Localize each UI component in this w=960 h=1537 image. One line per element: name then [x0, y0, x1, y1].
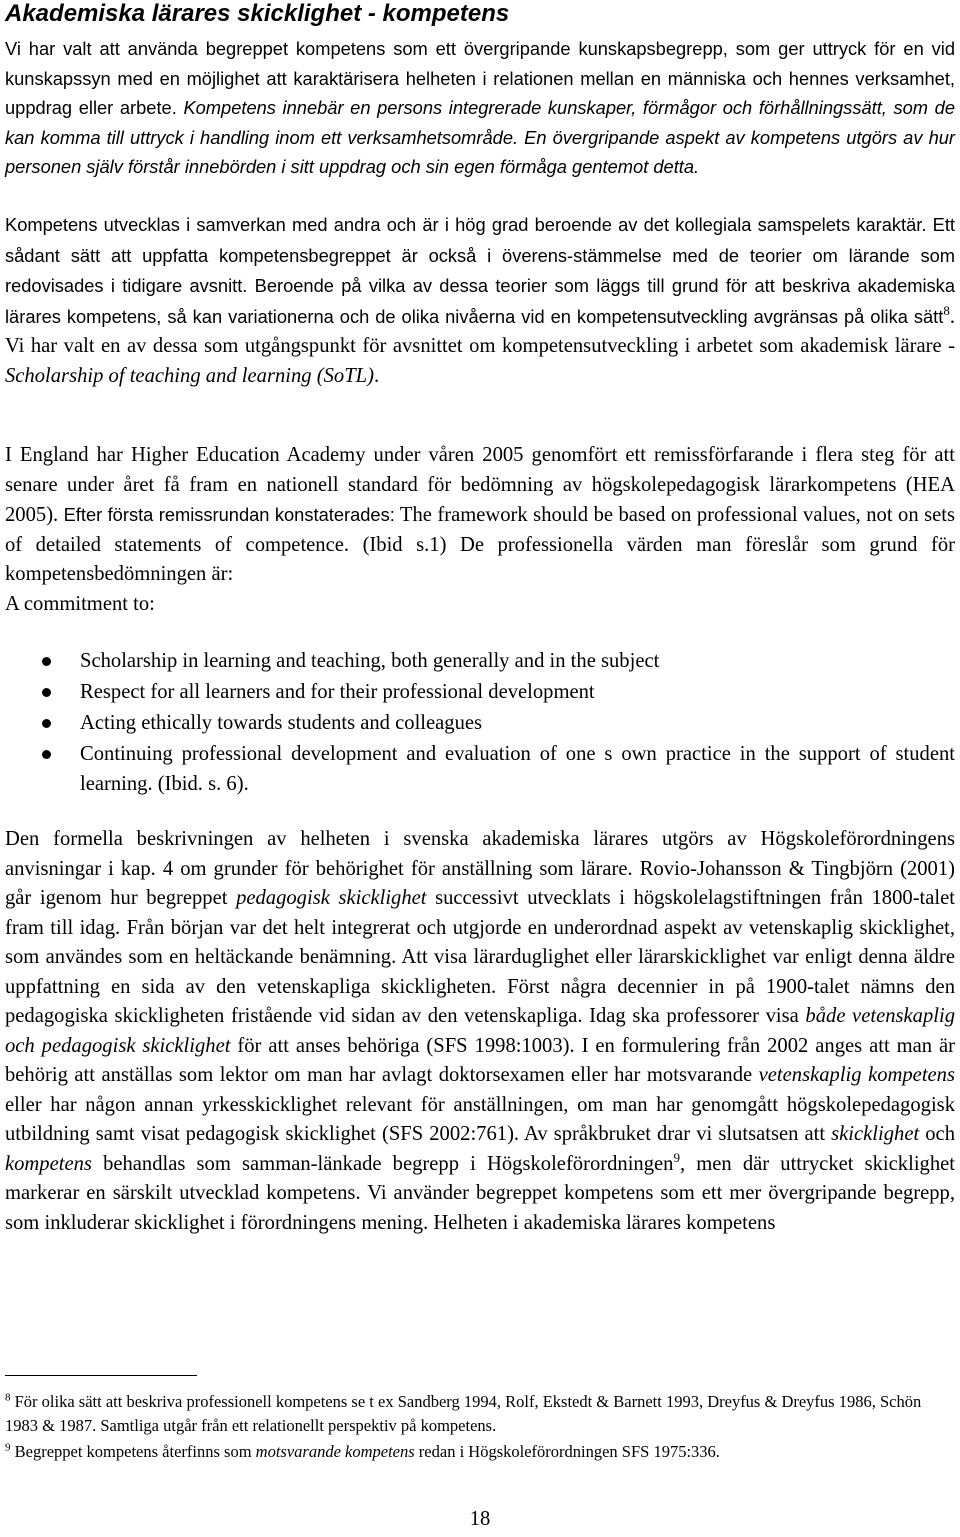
p2-text-c: The framework should be based on professional values, not on sets of detailed statements of competence. (Ibid s.1) De professionella värden man föreslår som grund för kompetensbedömningen är:	[5, 504, 955, 585]
p3-text-d: successivt utvecklats i högskolelagstiftningen från 1800-talet fram till idag. Från början var det helt integrerat och utgjorde en underordnad aspekt av vetenskaplig skicklighet, som användes som en heltäckande benämning. Att visa lärarduglighet eller lärarskicklighet var enligt denna äldre uppfattning en sida av den vetenskapliga skickligheten. Först några decennier in på 1900-talet nämns den pedagogiska skickligheten fristående vid sidan av den vetenskapliga. Idag ska professorer visa	[5, 887, 955, 1027]
footnote-ref-8: 8	[943, 302, 950, 318]
p3-text-l: behandlas som samman-länkade begrepp i Högskoleförordningen	[91, 1152, 674, 1175]
p1-text-d: Kompetens utvecklas i samverkan med andra och är i hög grad beroende av det kollegiala samspelets karaktär. Ett sådant sätt att uppfatta kompetensbegreppet är också i överens-stämmelse med de teorier om lärande som redovisades i tidigare avsnitt. Beroende på vilka av dessa teorier som läggs till grund för att beskriva akademiska lärares kompetens, så kan variationerna och de olika nivåerna vid en kompetensutveckling avgränsas på olika sätt	[5, 214, 955, 327]
p3-text-k: kompetens	[5, 1152, 92, 1175]
paragraph-england-hea	[5, 441, 955, 619]
p3-text-j: och	[919, 1123, 955, 1145]
bullet-icon	[42, 719, 51, 728]
paragraph-kompetens-definition	[5, 34, 955, 182]
p1-text-g: .	[373, 364, 380, 387]
footnote-9-number: 9	[5, 1441, 11, 1454]
footnote-divider	[5, 1375, 197, 1376]
list-item	[5, 740, 955, 799]
bullet-icon	[42, 750, 51, 759]
p1-text-b: Kompetens innebär en persons integrerade kunskaper, förmågor och förhållningssätt, som de kan komma till uttryck i handling inom ett verksamhetsområde.	[5, 97, 955, 148]
footnote-8	[5, 1390, 955, 1438]
p3-text-c: pedagogisk skicklighet	[236, 887, 427, 909]
footnote-8-text: För olika sätt att beskriva professionell kompetens se t ex Sandberg 1994, Rolf, Ekstedt & Barnett 1993, Dreyfus & Dreyfus 1986, Schön 1983 & 1987. Samtliga utgår från ett relationellt perspektiv på kompetens.	[5, 1392, 922, 1435]
list-item-text: Acting ethically towards students and colleagues	[80, 712, 483, 734]
list-item	[5, 647, 955, 677]
list-item	[5, 678, 955, 708]
list-item-text: Respect for all learners and for their professional development	[80, 681, 595, 703]
p2-text-b: Efter första remissrundan konstaterades:	[58, 504, 395, 525]
paragraph-formella-beskrivningen	[5, 825, 955, 1238]
list-item	[5, 709, 955, 739]
p2-text-d: A commitment to:	[5, 592, 155, 615]
p2-text-a: I England har Higher Education Academy under våren 2005 genomfört ett remissförfarande i flera steg för att senare under året få fram en nationell standard för bedömning av högskolepedagogisk lärarkompetens (HEA 2005).	[5, 444, 955, 526]
p1-text-c: En övergripande aspekt av kompetens utgörs av hur personen själv förstår innebörden i sitt uppdrag och sin egen förmåga gentemot detta.	[5, 126, 955, 177]
footnote-ref-9: 9	[673, 1149, 680, 1165]
p3-text-f: för att anses behöriga (SFS 1998:1003). I en formulering från 2002 anges att man är behörig att anställas som lektor om man har avlagt doktorsexamen eller har motsvarande	[5, 1034, 955, 1086]
list-item-text: Continuing professional development and evaluation of one s own practice in the support of student learning. (Ibid. s. 6).	[80, 743, 955, 795]
p3-text-i: skicklighet	[831, 1123, 920, 1145]
list-item-text: Scholarship in learning and teaching, both generally and in the subject	[80, 650, 660, 672]
bullet-icon	[42, 657, 51, 666]
footnote-8-number: 8	[5, 1391, 11, 1404]
section-heading: Akademiska lärares skicklighet - kompetens	[5, 0, 510, 27]
page-number: 18	[469, 1508, 491, 1530]
p3-text-h: eller har någon annan yrkesskicklighet relevant för anställningen, om man har genomgått högskolepedagogisk utbildning samt visat pedagogisk skicklighet (SFS 2002:761). Av språkbruket drar vi slutsatsen att	[5, 1093, 955, 1145]
footnote-9-text-c: redan i Högskoleförordningen SFS 1975:336.	[414, 1442, 720, 1461]
p1-text-f: Scholarship of teaching and learning (SoTL)	[5, 364, 374, 387]
paragraph-kompetens-continued	[5, 210, 955, 391]
bullet-icon	[42, 688, 51, 697]
p3-text-a: Den formella beskrivningen av helheten i svenska akademiska lärares utgörs av Högskoleförordningens anvisningar i kap. 4 om grunder för behörighet för anställning som lärare.	[5, 828, 955, 880]
footnote-9-text-a: Begreppet kompetens återfinns som	[10, 1442, 256, 1461]
p1-text-a: Vi har valt att använda begreppet kompetens som ett övergripande kunskapsbegrepp, som ger uttryck för en vid kunskapssyn med en möjlighet att karaktärisera helheten i relationen mellan en människa och hennes verksamhet, uppdrag eller arbete.	[5, 38, 955, 118]
p3-text-b: Rovio-Johansson & Tingbjörn (2001) går igenom hur begreppet	[5, 857, 955, 909]
footnote-9-text-b: motsvarande kompetens	[255, 1442, 415, 1461]
footnote-9	[5, 1440, 955, 1464]
p1-text-e: . Vi har valt en av dessa som utgångspunkt för avsnittet om kompetensutveckling i arbetet som akademisk lärare -	[5, 305, 955, 357]
p3-text-e: både vetenskaplig och pedagogisk skicklighet	[5, 1005, 955, 1057]
p3-text-m: , men där uttrycket skicklighet markerar en särskilt utvecklad kompetens. Vi använder begreppet kompetens som ett mer övergripande begrepp, som inkluderar skicklighet i förordningens mening. Helheten i akademiska lärares kompetens	[5, 1152, 955, 1234]
p3-text-g: vetenskaplig kompetens	[758, 1064, 955, 1086]
commitment-list	[5, 647, 955, 801]
